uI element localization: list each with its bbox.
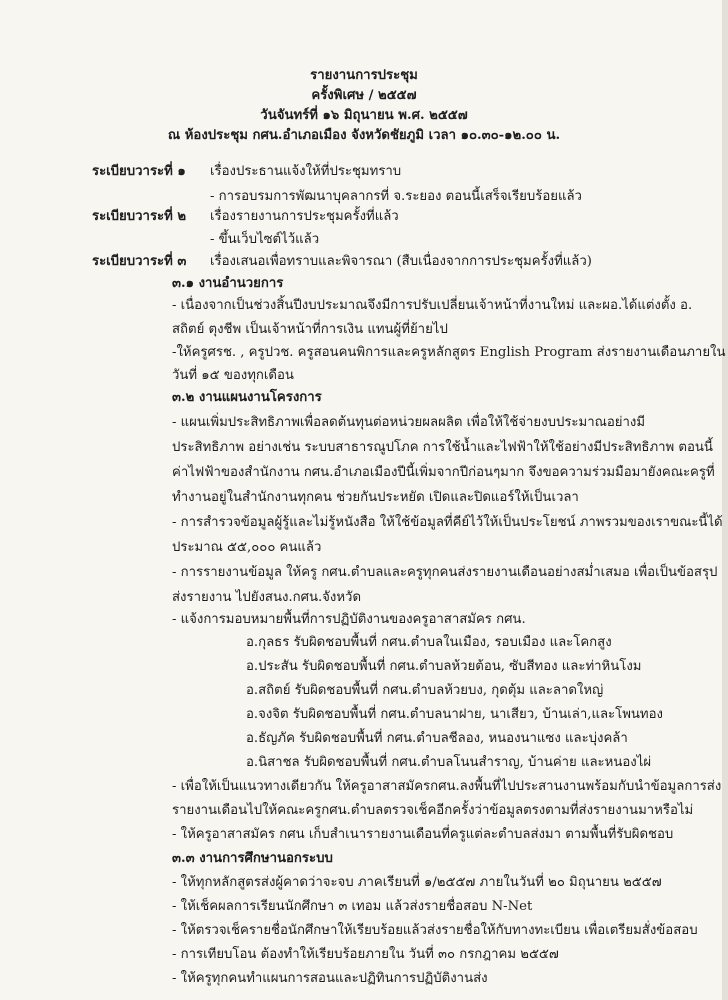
paper-edge xyxy=(722,0,728,1000)
agenda-2-title: เรื่องรายงานการประชุมครั้งที่แล้ว xyxy=(210,209,399,224)
section-32-line: รายงานเดือนไปให้คณะครูกศน.ตำบลตรวจเช็คอีกครั้งว่าข้อมูลตรงตามที่ส่งรายงานมาหรือไม่ xyxy=(172,803,694,818)
agenda-1-title: เรื่องประธานแจ้งให้ที่ประชุมทราบ xyxy=(210,164,402,179)
assignment-item: อ.ธัญภัค รับผิดชอบพื้นที่ กศน.ตำบลชีลอง, หนองนาแซง และบุ่งคล้า xyxy=(246,731,628,746)
section-32-line: - เพื่อให้เป็นแนวทางเดียวกัน ให้ครูอาสาสมัครกศน.ลงพื้นที่ไปประสานงานพร้อมกับนำข้อมูลการส่ง xyxy=(172,779,722,794)
agenda-3-label: ระเบียบวาระที่ ๓ xyxy=(92,254,187,269)
section-33-line: - ให้ตรวจเช็ครายชื่อนักศึกษาให้เรียบร้อยแล้วส่งรายชื่อให้กับทางทะเบียน เพื่อเตรียมสั่งข้อสอบ xyxy=(172,923,698,938)
section-32-line: - แจ้งการมอบหมายพื้นที่การปฏิบัติงานของครูอาสาสมัคร กศน. xyxy=(172,612,526,627)
assignment-item: อ.จงจิต รับผิดชอบพื้นที่ กศน.ตำบลนาฝาย, นาเสียว, บ้านเล่า,และโพนทอง xyxy=(246,707,663,722)
section-32-line: ทำงานอยู่ในสำนักงานทุกคน ช่วยกันประหยัด เปิดและปิดแอร์ให้เป็นเวลา xyxy=(172,490,579,505)
section-33-line: - ให้เช็คผลการเรียนนักศึกษา ๓ เทอม แล้วส่งรายชื่อสอบ N-Net xyxy=(172,899,533,914)
section-32-line: ส่งรายงาน ไปยังสนง.กศน.จังหวัด xyxy=(172,590,362,605)
section-31-line: วันที่ ๑๕ ของทุกเดือน xyxy=(172,368,294,383)
agenda-1-label: ระเบียบวาระที่ ๑ xyxy=(92,164,186,179)
assignment-item: อ.สถิตย์ รับผิดชอบพื้นที่ กศน.ตำบลห้วยบง, กุดตุ้ม และลาดใหญ่ xyxy=(246,683,604,698)
doc-title: รายงานการประชุม xyxy=(310,68,418,83)
section-33-line: - ให้ครูทุกคนทำแผนการสอนและปฏิทินการปฏิบัติงานส่ง xyxy=(172,971,488,986)
section-33-line: - การเทียบโอน ต้องทำให้เรียบร้อยภายใน วันที่ ๓๐ กรกฎาคม ๒๕๕๗ xyxy=(172,947,559,962)
doc-venue: ณ ห้องประชุม กศน.อำเภอเมือง จังหวัดชัยภูมิ เวลา ๑๐.๓๐-๑๒.๐๐ น. xyxy=(167,128,561,143)
section-32-line: - การรายงานข้อมูล ให้ครู กศน.ตำบลและครูทุกคนส่งรายงานเดือนอย่างสม่ำเสมอ เพื่อเป็นข้อสรุป xyxy=(172,565,718,580)
section-33-heading: ๓.๓ งานการศึกษานอกระบบ xyxy=(172,851,333,866)
assignment-item: อ.นิสาชล รับผิดชอบพื้นที่ กศน.ตำบลโนนสำราญ, บ้านค่าย และหนองไผ่ xyxy=(246,755,652,770)
section-31-heading: ๓.๑ งานอำนวยการ xyxy=(172,276,284,291)
assignment-item: อ.กุลธร รับผิดชอบพื้นที่ กศน.ตำบลในเมือง, รอบเมือง และโคกสูง xyxy=(246,635,612,650)
section-33-line: - ให้ทุกหลักสูตรส่งผู้คาดว่าจะจบ ภาคเรียนที่ ๑/๒๕๕๗ ภายในวันที่ ๒๐ มิถุนายน ๒๕๕๗ xyxy=(172,875,662,890)
agenda-3-title: เรื่องเสนอเพื่อทราบและพิจารณา (สืบเนื่องจากการประชุมครั้งที่แล้ว) xyxy=(210,254,592,269)
section-32-line: - ให้ครูอาสาสมัคร กศน เก็บสำเนารายงานเดือนที่ครูแต่ละตำบลส่งมา ตามพื้นที่รับผิดชอบ xyxy=(172,827,674,842)
assignment-item: อ.ประสัน รับผิดชอบพื้นที่ กศน.ตำบลห้วยต้อน, ซับสีทอง และท่าหินโงม xyxy=(246,659,642,674)
document-header xyxy=(0,66,728,146)
section-32-line: - แผนเพิ่มประสิทธิภาพเพื่อลดต้นทุนต่อหน่วยผลผลิต เพื่อให้ใช้จ่ายงบประมาณอย่างมี xyxy=(172,415,646,430)
agenda-2-label: ระเบียบวาระที่ ๒ xyxy=(92,209,187,224)
section-32-line: - การสำรวจข้อมูลผู้รู้และไม่รู้หนังสือ ให้ใช้ข้อมูลที่คีย์ไว้ให้เป็นประโยชน์ ภาพรวมของเราขณะนี้ได้ xyxy=(172,515,723,530)
section-31-line: - เนื่องจากเป็นช่วงสิ้นปีงบประมาณจึงมีการปรับเปลี่ยนเจ้าหน้าที่งานใหม่ และผอ.ได้แต่งตั้ง อ. xyxy=(172,298,693,313)
section-32-line: ค่าไฟฟ้าของสำนักงาน กศน.อำเภอเมืองปีนี้เพิ่มจากปีก่อนๆมาก จึงขอความร่วมมือมายังคณะครูที่ xyxy=(172,465,715,480)
doc-date: วันจันทร์ที่ ๑๖ มิถุนายน พ.ศ. ๒๕๕๗ xyxy=(260,108,468,123)
agenda-2-point: - ขึ้นเว็บไซต์ไว้แล้ว xyxy=(210,232,320,247)
section-32-line: ประสิทธิภาพ อย่างเช่น ระบบสาธารณูปโภค การใช้น้ำและไฟฟ้าให้ใช้อย่างมีประสิทธิภาพ ตอนนี้ xyxy=(172,440,713,455)
doc-session: ครั้งพิเศษ / ๒๕๕๗ xyxy=(311,88,417,103)
section-32-heading: ๓.๒ งานแผนงานโครงการ xyxy=(172,390,322,405)
section-32-line: ประมาณ ๕๕,๐๐๐ คนแล้ว xyxy=(172,540,322,555)
section-31-line: -ให้ครูศรช. , ครูปวช. ครูสอนคนพิการและครูหลักสูตร English Program ส่งรายงานเดือนภายใน xyxy=(172,345,726,360)
section-31-line: สถิตย์ ตุงชีพ เป็นเจ้าหน้าที่การเงิน แทนผู้ที่ย้ายไป xyxy=(172,322,448,337)
agenda-1-point: - การอบรมการพัฒนาบุคลากรที่ จ.ระยอง ตอนนี้เสร็จเรียบร้อยแล้ว xyxy=(210,189,582,204)
